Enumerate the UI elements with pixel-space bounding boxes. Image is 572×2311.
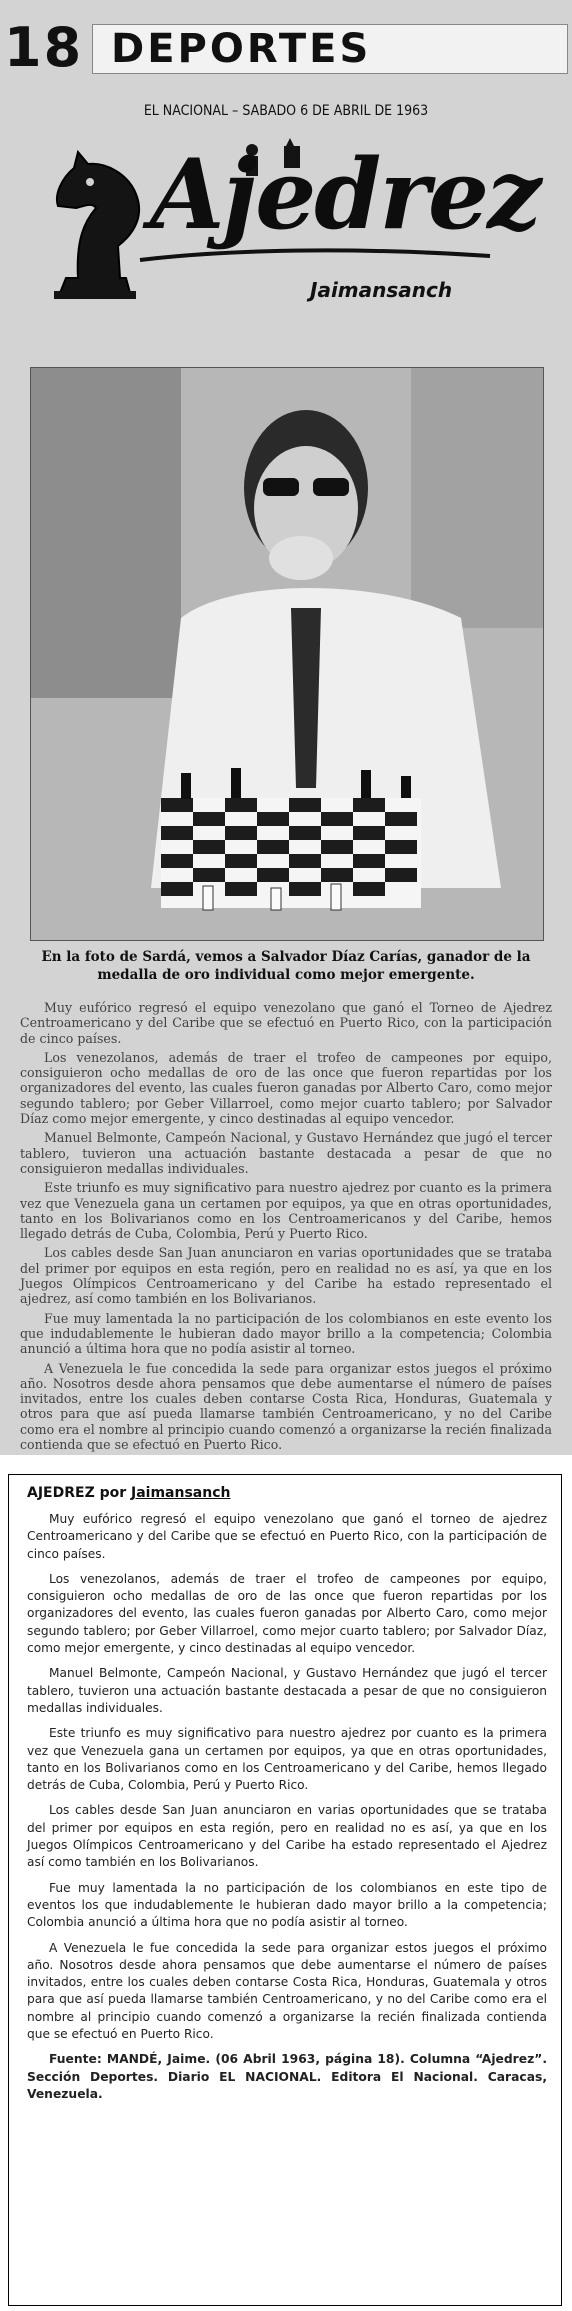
page-number: 18	[4, 16, 84, 79]
transcription-paragraph: Los cables desde San Juan anunciaron en varias oportunidades que se trataba del primer por equipos en esta región, pero en realidad no es así, ya que en los Juegos Olímpicos Centroamericano y del Caribe ha estado representado el Ajedrez así como también en los Bolivarianos.	[27, 1803, 547, 1870]
article-body	[20, 1000, 552, 1455]
article-paragraph: A Venezuela le fue concedida la sede para organizar estos juegos el próximo año. Nosotros desde ahora pensamos que debe aumentarse el número de países invitados, entre los cuales deben contarse Costa Rica, Honduras, Guatemala y otros para que así pueda llamarse también Centroamericano, y no del Caribe como era el nombre al principio cuando comenzó a organizarse la recién finalizada contienda que se efectuó en Puerto Rico.	[20, 1360, 552, 1453]
source-citation: Fuente: MANDÉ, Jaime. (06 Abril 1963, página 18). Columna “Ajedrez”. Sección Deportes. Diario EL NACIONAL. Editora El Nacional. Caracas, Venezuela.	[27, 2052, 547, 2101]
chess-player-photo	[31, 368, 543, 940]
article-paragraph: Los venezolanos, además de traer el trofeo de campeones por equipo, consiguieron ocho medallas de oro de las once que fueron repartidas por los organizadores del evento, las cuales fueron ganadas por Alberto Caro, como mejor segundo tablero; por Geber Villarroel, como mejor cuarto tablero; por Salvador Díaz como mejor emergente, y cinco destinadas al equipo vencedor.	[20, 1049, 552, 1127]
page-header	[0, 18, 572, 78]
article-paragraph: Manuel Belmonte, Campeón Nacional, y Gustavo Hernández que jugó el tercer tablero, tuvieron una actuación bastante destacada a pesar de que no consiguieron medallas individuales.	[20, 1130, 552, 1176]
transcription-paragraph: Muy eufórico regresó el equipo venezolano que ganó el torneo de ajedrez Centroamericano y del Caribe que se efectuó en Puerto Rico, con la participación de cinco países.	[27, 1512, 547, 1561]
article-paragraph: Este triunfo es muy significativo para nuestro ajedrez por cuanto es la primera vez que Venezuela gana un certamen por equipos, ya que en otras oportunidades, tanto en los Bolivarianos como en los Centroamericanos y del Caribe, hemos llegado detrás de Cuba, Colombia, Perú y Puerto Rico.	[20, 1180, 552, 1242]
transcription-author: Jaimansanch	[131, 1485, 231, 1501]
section-band	[92, 24, 568, 74]
dateline: EL NACIONAL – SABADO 6 DE ABRIL DE 1963	[143, 103, 429, 119]
section-title: DEPORTES	[111, 26, 372, 72]
transcription-paragraph: Este triunfo es muy significativo para nuestro ajedrez por cuanto es la primera vez que Venezuela gana un certamen por equipos, ya que en otras oportunidades, tanto en los Bolivarianos como en los Centroamericano y del Caribe, hemos llegado detrás de Cuba, Colombia, Perú y Puerto Rico.	[27, 1726, 547, 1793]
photo-caption: En la foto de Sardá, vemos a Salvador Díaz Carías, ganador de la medalla de oro individual como mejor emergente.	[41, 949, 531, 983]
transcription-content	[27, 1483, 547, 2103]
news-photo	[30, 367, 544, 941]
transcription-title-prefix: AJEDREZ por	[27, 1485, 132, 1501]
transcription-paragraph: Manuel Belmonte, Campeón Nacional, y Gustavo Hernández que jugó el tercer tablero, tuvieron una actuación bastante destacada a pesar de que no consiguieron medallas individuales.	[27, 1666, 547, 1715]
column-author: Jaimansanch	[310, 278, 453, 302]
column-masthead	[40, 128, 540, 308]
article-paragraph: Muy eufórico regresó el equipo venezolano que ganó el Torneo de Ajedrez Centroamericano y del Caribe que se efectuó en Puerto Rico, con la participación de cinco países.	[20, 1000, 552, 1046]
transcription-paragraph: Fue muy lamentada la no participación de los colombianos en este tipo de eventos los que indudablemente le hubieran dado mayor brillo a la competencia; Colombia anunció a última hora que no podía asistir al torneo.	[27, 1880, 547, 1930]
transcription-box	[8, 1474, 562, 2306]
transcription-title	[27, 1483, 547, 1503]
column-title: Ajedrez	[150, 138, 540, 251]
article-paragraph: Fue muy lamentada la no participación de los colombianos en este evento los que indudablemente le hubieran dado mayor brillo a la competencia; Colombia anunció a última hora que no podía asistir al torneo.	[20, 1310, 552, 1357]
transcription-paragraph: Los venezolanos, además de traer el trofeo de campeones por equipo, consiguieron ocho medallas de oro de las once que fueron repartidas por los organizadores del evento, las cuales fueron ganadas por Alberto Caro, como mejor segundo tablero; por Geber Villarroel, como mejor cuarto tablero; por Salvador Díaz, como mejor emergente, y cinco destinadas al equipo vencedor.	[27, 1571, 547, 1656]
transcription-paragraph: A Venezuela le fue concedida la sede para organizar estos juegos el próximo año. Nosotros desde ahora pensamos que debe aumentarse el número de países invitados, entre los cuales deben contarse Costa Rica, Honduras, Guatemala y otros para que así pueda llamarse también Centroamericano, y no del Caribe como era el nombre al principio cuando comenzó a organizarse la recién finalizada contienda que se efectuó en Puerto Rico.	[27, 1940, 547, 2042]
article-paragraph: Los cables desde San Juan anunciaron en varias oportunidades que se trataba del primer por equipos en esta región, pero en realidad no es así, ya que en los Juegos Olímpicos Centroamericano y del Caribe ha estado representado el ajedrez, así como también en los Bolivarianos.	[20, 1245, 552, 1307]
